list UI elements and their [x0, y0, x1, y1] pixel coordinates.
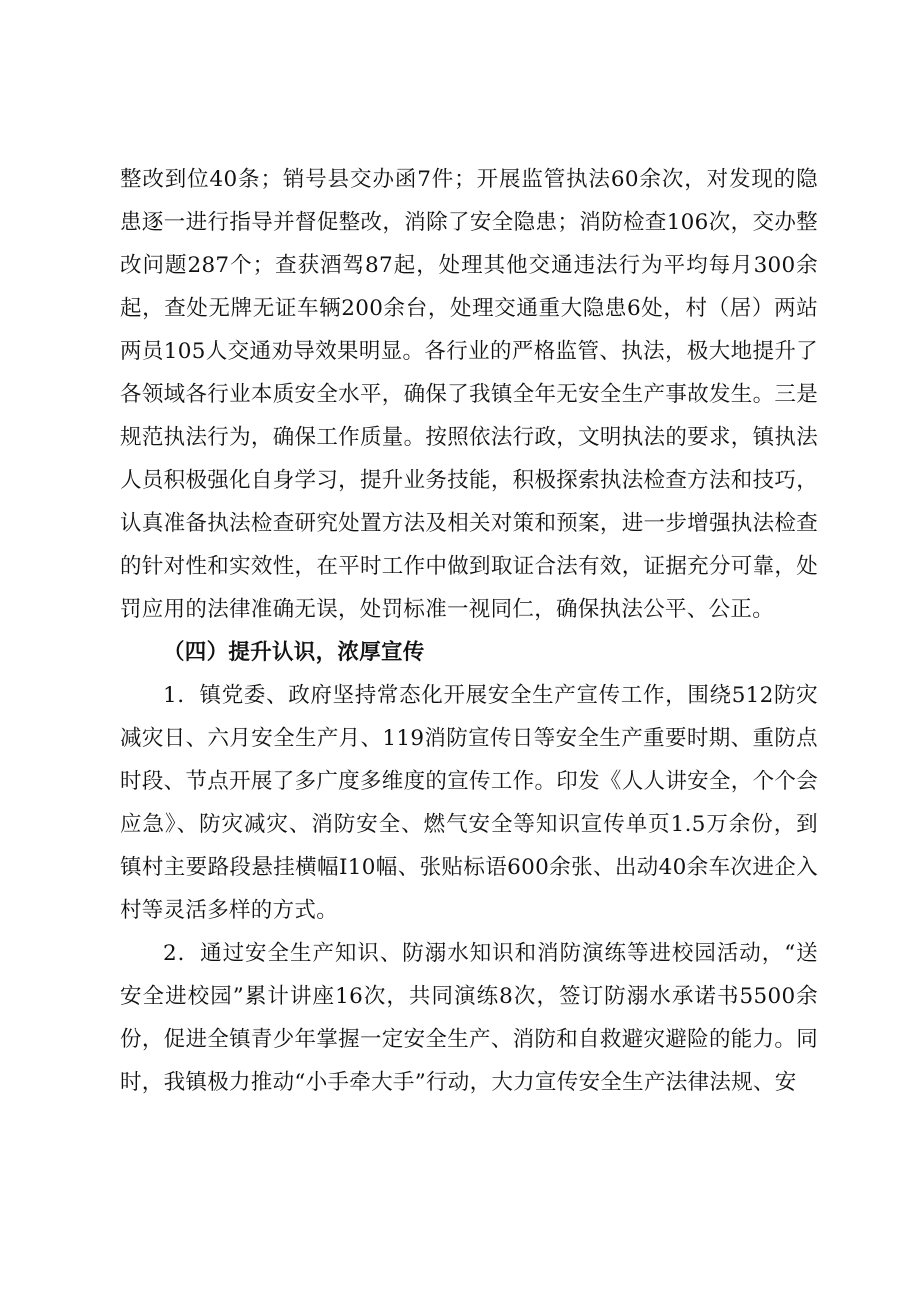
list-item-1: 1．镇党委、政府坚持常态化开展安全生产宣传工作，围绕512防灾减灾日、六月安全生产月、119消防宣传日等安全生产重要时期、重防点时段、节点开展了多广度多维度的宣传工作。印发《人人讲安全，个个会应急》、防灾减灾、消防安全、燃气安全等知识宣传单页1.5万余份，到镇村主要路段悬挂横幅I10幅、张贴标语600余张、出动40余车次进企入村等灵活多样的方式。: [120, 683, 818, 923]
section-heading: （四）提升认识，浓厚宣传: [163, 640, 425, 665]
document-body: [120, 158, 818, 1104]
list-item-2: 2．通过安全生产知识、防溺水知识和消防演练等进校园活动，“送安全进校园”累计讲座16次，共同演练8次，签订防溺水承诺书5500余份，促进全镇青少年掌握一定安全生产、消防和自救避灾避险的能力。同时，我镇极力推动“小手牵大手”行动，大力宣传安全生产法律法规、安: [120, 941, 818, 1095]
body-paragraph-continuation: 整改到位40条；销号县交办函7件；开展监管执法60余次，对发现的隐患逐一进行指导并督促整改，消除了安全隐患；消防检查106次，交办整改问题287个；查获酒驾87起，处理其他交通违法行为平均每月300余起，查处无牌无证车辆200余台，处理交通重大隐患6处，村（居）两站两员105人交通劝导效果明显。各行业的严格监管、执法，极大地提升了各领域各行业本质安全水平，确保了我镇全年无安全生产事故发生。三是规范执法行为，确保工作质量。按照依法行政，文明执法的要求，镇执法人员积极强化自身学习，提升业务技能，积极探索执法检查方法和技巧，认真准备执法检查研究处置方法及相关对策和预案，进一步增强执法检查的针对性和实效性，在平时工作中做到取证合法有效，证据充分可靠，处罚应用的法律准确无误，处罚标准一视同仁，确保执法公平、公正。: [120, 167, 818, 622]
